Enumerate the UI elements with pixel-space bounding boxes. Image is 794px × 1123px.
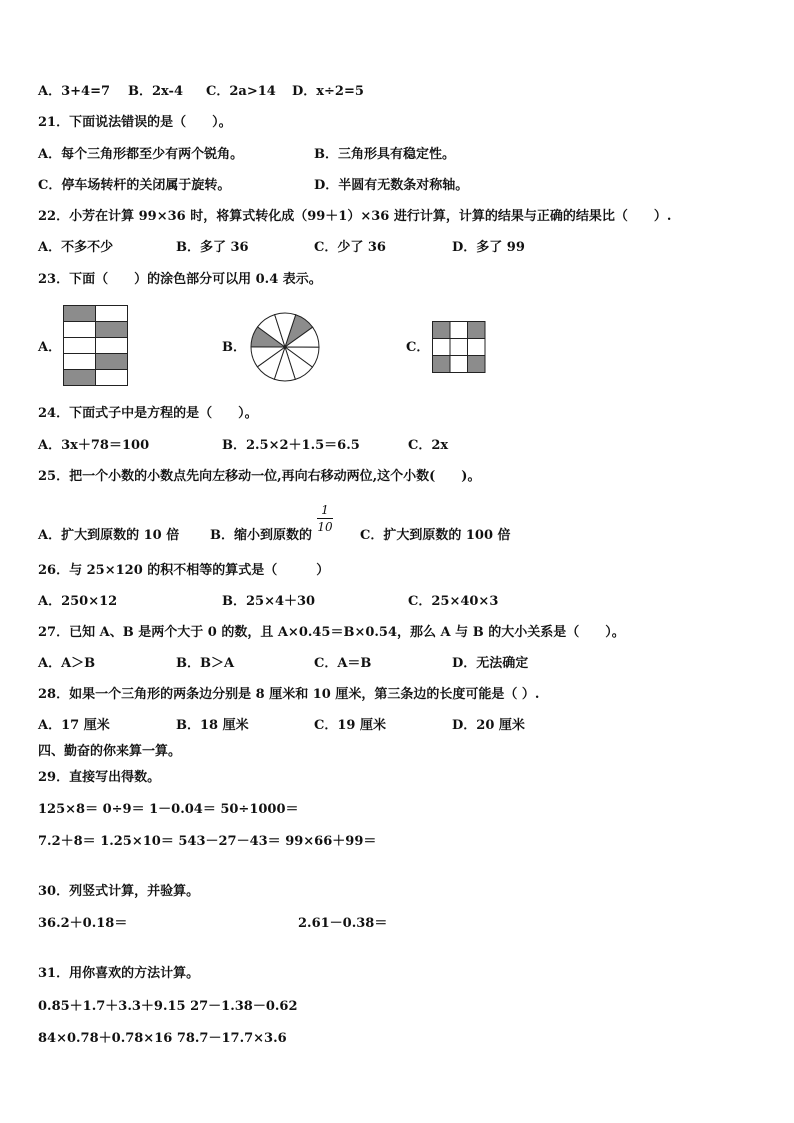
q22-option-a: A．不多不少: [38, 240, 114, 255]
q21-option-b: B．三角形具有稳定性。: [314, 147, 455, 162]
q22-option-c: C．少了 36: [314, 240, 386, 255]
q31-row-2: 84×0.78＋0.78×16 78.7－17.7×3.6: [38, 1031, 287, 1046]
q25-option-c: C．扩大到原数的 100 倍: [360, 528, 511, 543]
q21-option-d: D．半圆有无数条对称轴。: [314, 178, 469, 193]
q24-option-b: B．2.5×2＋1.5＝6.5: [222, 438, 360, 453]
grid-a-cell: [96, 354, 128, 370]
q20-option-a: A．3+4=7: [38, 84, 111, 99]
q22-stem: 22．小芳在计算 99×36 时，将算式转化成（99＋1）×36 进行计算，计算的结果与正确的结果比（ ）.: [38, 209, 672, 224]
q21-option-c: C．停车场转杆的关闭属于旋转。: [38, 178, 231, 193]
q26-stem: 26．与 25×120 的积不相等的算式是（ ）: [38, 563, 330, 578]
figure-c-grid: [432, 321, 486, 373]
q26-option-c: C．25×40×3: [408, 594, 499, 609]
q23-stem: 23．下面（ ）的涂色部分可以用 0.4 表示。: [38, 272, 322, 287]
fraction-denominator: 10: [317, 520, 333, 534]
grid-c-cell: [468, 339, 486, 356]
q22-option-b: B．多了 36: [176, 240, 249, 255]
grid-a-cell: [96, 322, 128, 338]
q27-option-b: B．B＞A: [176, 656, 235, 671]
q23-option-a: A．: [38, 340, 62, 355]
q24-stem: 24．下面式子中是方程的是（ ）。: [38, 406, 258, 421]
grid-c-cell: [433, 356, 451, 373]
q21-option-a: A．每个三角形都至少有两个锐角。: [38, 147, 244, 162]
q25-stem: 25．把一个小数的小数点先向左移动一位,再向右移动两位,这个小数( )。: [38, 469, 481, 484]
q27-option-d: D．无法确定: [452, 656, 529, 671]
grid-a-cell: [96, 338, 128, 354]
grid-a-cell: [64, 370, 96, 386]
q25-fraction: [317, 504, 333, 533]
q29-stem: 29．直接写出得数。: [38, 770, 161, 785]
q28-option-c: C．19 厘米: [314, 718, 386, 733]
figure-b-pie: [249, 311, 321, 383]
q21-stem: 21．下面说法错误的是（ ）。: [38, 115, 232, 130]
figure-a-grid: [63, 305, 129, 387]
grid-a-cell: [64, 306, 96, 322]
fraction-numerator: 1: [321, 503, 329, 517]
q22-option-d: D．多了 99: [452, 240, 525, 255]
q24-option-c: C．2x: [408, 438, 449, 453]
grid-a-cell: [96, 306, 128, 322]
q28-stem: 28．如果一个三角形的两条边分别是 8 厘米和 10 厘米，第三条边的长度可能是（ ）.: [38, 687, 540, 702]
q28-option-b: B．18 厘米: [176, 718, 249, 733]
q27-option-a: A．A＞B: [38, 656, 96, 671]
grid-c-cell: [468, 322, 486, 339]
grid-c-cell: [433, 322, 451, 339]
grid-c-cell: [468, 356, 486, 373]
q20-option-d: D．x÷2=5: [292, 84, 364, 99]
q27-option-c: C．A＝B: [314, 656, 372, 671]
q20-option-b: B．2x-4: [128, 84, 183, 99]
q27-stem: 27．已知 A、B 是两个大于 0 的数，且 A×0.45＝B×0.54，那么 A 与 B 的大小关系是（ ）。: [38, 625, 625, 640]
grid-a-cell: [96, 370, 128, 386]
q20-option-c: C．2a>14: [206, 84, 276, 99]
grid-a-cell: [64, 322, 96, 338]
q29-row-2: 7.2＋8＝ 1.25×10＝ 543－27－43＝ 99×66＋99＝: [38, 834, 377, 849]
fraction-bar: [317, 518, 333, 519]
q25-option-b: B．缩小到原数的: [210, 528, 312, 543]
q25-option-a: A．扩大到原数的 10 倍: [38, 528, 180, 543]
q28-option-d: D．20 厘米: [452, 718, 525, 733]
q30-stem: 30．列竖式计算，并验算。: [38, 884, 200, 899]
grid-c-cell: [450, 356, 468, 373]
q31-stem: 31．用你喜欢的方法计算。: [38, 966, 200, 981]
q23-option-b: B．: [222, 340, 246, 355]
q30-item-1: 36.2＋0.18＝: [38, 916, 128, 931]
q31-row-1: 0.85＋1.7＋3.3＋9.15 27－1.38－0.62: [38, 999, 298, 1014]
q24-option-a: A．3x＋78＝100: [38, 438, 150, 453]
grid-a-cell: [64, 354, 96, 370]
grid-c-cell: [433, 339, 451, 356]
q23-option-c: C．: [406, 340, 430, 355]
q26-option-a: A．250×12: [38, 594, 118, 609]
q29-row-1: 125×8＝ 0÷9＝ 1－0.04＝ 50÷1000＝: [38, 802, 299, 817]
grid-c-cell: [450, 339, 468, 356]
grid-a-cell: [64, 338, 96, 354]
section-4-heading: 四、勤奋的你来算一算。: [38, 744, 182, 759]
grid-c-cell: [450, 322, 468, 339]
q26-option-b: B．25×4＋30: [222, 594, 316, 609]
q28-option-a: A．17 厘米: [38, 718, 110, 733]
q30-item-2: 2.61－0.38＝: [298, 916, 388, 931]
